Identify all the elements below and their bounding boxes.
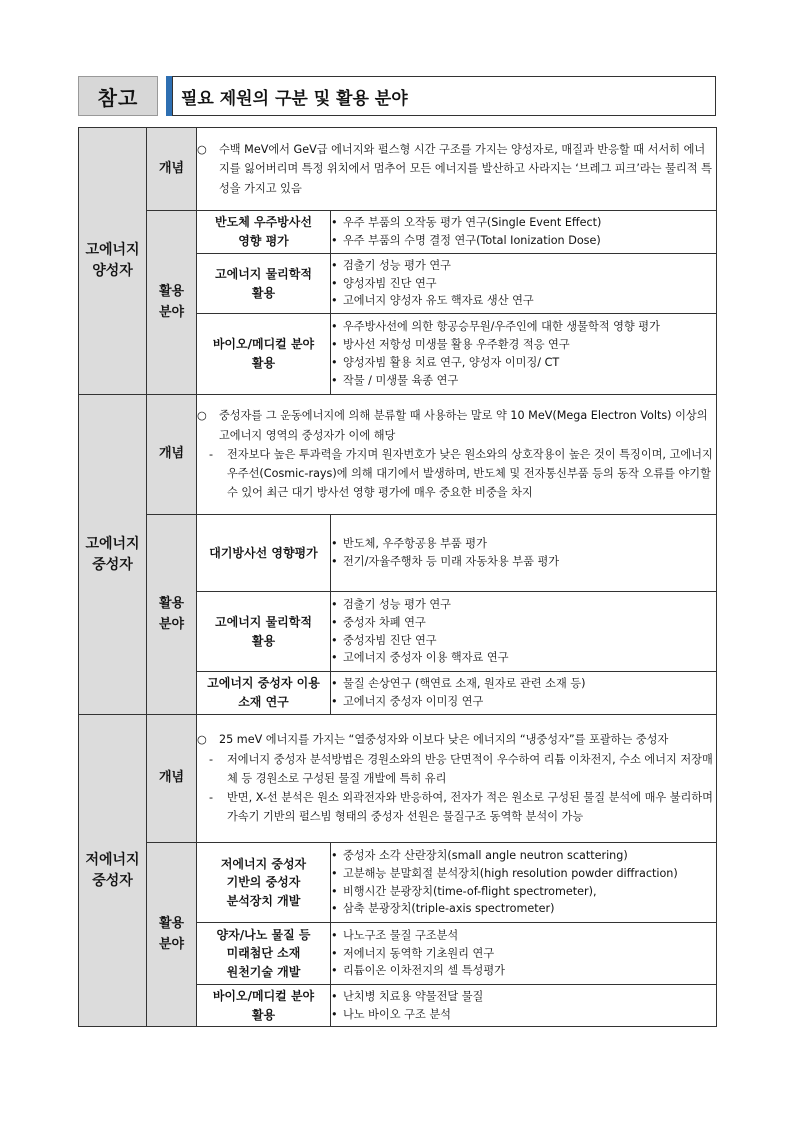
item-text: 검출기 성능 평가 연구	[343, 258, 451, 272]
field-items	[331, 254, 717, 314]
dash-marker: -	[209, 752, 214, 766]
bullet: •	[331, 294, 338, 308]
list-item	[331, 847, 716, 865]
usage-label-line: 분야	[158, 936, 185, 952]
field-name-line: 소재 연구	[238, 695, 289, 709]
lneutron-concept-row	[79, 715, 717, 843]
hneutron-concept-text	[197, 395, 717, 515]
list-item	[331, 336, 716, 354]
bullet: •	[331, 902, 338, 916]
usage-label-line: 활용	[158, 283, 185, 299]
bullet: •	[331, 695, 338, 708]
item-text: 검출기 성능 평가 연구	[343, 597, 451, 611]
specification-table	[78, 127, 717, 1027]
field-name-line: 고에너지 물리학적	[215, 266, 312, 281]
bullet: •	[331, 677, 338, 691]
item-text: 나노 바이오 구조 분석	[343, 1007, 451, 1021]
page-title: 필요 제원의 구분 및 활용 분야	[172, 76, 716, 116]
bullet: •	[331, 373, 338, 387]
item-text: 난치병 치료용 약물전달 물질	[343, 989, 484, 1003]
field-name	[197, 672, 331, 715]
field-name	[197, 923, 331, 985]
bullet: •	[331, 537, 338, 551]
list-item	[331, 232, 716, 250]
proton-field-row	[79, 211, 717, 254]
field-name-line: 활용	[251, 1007, 276, 1022]
list-item	[331, 257, 716, 275]
lneutron-concept-text	[197, 715, 717, 843]
item-text: 삼축 분광장치(triple-axis spectrometer)	[343, 902, 555, 916]
bullet: •	[331, 866, 338, 880]
item-text: 중성자빔 진단 연구	[343, 633, 437, 647]
item-text: 우주방사선에 의한 항공승무원/우주인에 대한 생물학적 영향 평가	[343, 320, 660, 334]
category-low-energy-neutron	[79, 715, 147, 1027]
item-text: 나노구조 물질 구조분석	[343, 928, 459, 942]
field-name	[197, 985, 331, 1027]
usage-label-line: 분야	[158, 304, 185, 320]
field-name-line: 활용	[251, 285, 276, 300]
bullet: •	[331, 615, 338, 629]
usage-label	[147, 515, 197, 715]
item-text: 물질 손상연구 (핵연료 소재, 원자로 관련 소재 등)	[343, 677, 586, 691]
category-label: 고에너지	[85, 535, 140, 552]
bullet: •	[331, 633, 338, 647]
field-name-line: 고에너지 중성자 이용	[207, 676, 320, 691]
field-name-line: 바이오/메디컬 분야	[212, 337, 315, 352]
list-item	[331, 632, 716, 650]
item-text: 전기/자율주행차 등 미래 자동차용 부품 평가	[343, 555, 560, 568]
item-text: 방사선 저항성 미생물 활용 우주환경 적응 연구	[343, 338, 570, 352]
usage-label-line: 분야	[158, 616, 185, 632]
list-item	[331, 945, 716, 963]
usage-label-line: 활용	[158, 915, 185, 931]
bullet: •	[331, 928, 338, 942]
bullet: •	[331, 320, 338, 334]
item-text: 반도체, 우주항공용 부품 평가	[343, 537, 487, 551]
list-item	[331, 553, 716, 571]
list-item	[331, 614, 716, 632]
item-text: 작물 / 미생물 육종 연구	[343, 373, 459, 387]
field-items	[331, 211, 717, 254]
bullet: •	[331, 964, 338, 978]
list-item	[331, 962, 716, 980]
bullet: •	[331, 848, 338, 862]
dash-marker: -	[209, 791, 214, 805]
list-item	[331, 927, 716, 945]
bullet: •	[331, 356, 338, 369]
proton-concept-text	[197, 128, 717, 211]
item-text: 고에너지 중성자 이용 핵자료 연구	[343, 651, 509, 665]
bullet: •	[331, 258, 338, 272]
field-name-line: 저에너지 중성자	[220, 856, 307, 871]
bullet: •	[331, 216, 338, 230]
field-name-line: 원천기술 개발	[226, 964, 301, 979]
hneutron-concept-row	[79, 395, 717, 515]
item-text: 양성자빔 진단 연구	[343, 276, 437, 290]
list-item	[331, 214, 716, 232]
concept-paragraph: 반면, X-선 분석은 원소 외곽전자와 반응하여, 전자가 적은 원소로 구성된 물질 분석에 매우 불리하며 가속기 기반의 펄스빔 형태의 중성자 선원은 물질구조 동역학 분석이 가능	[227, 791, 713, 824]
list-item	[331, 292, 716, 310]
field-items	[331, 592, 717, 672]
field-name-line: 활용	[251, 633, 276, 648]
field-name	[197, 843, 331, 923]
bullet: •	[331, 946, 338, 960]
item-text: 우주 부품의 오작동 평가 연구(Single Event Effect)	[343, 216, 602, 230]
list-item	[331, 318, 716, 336]
item-text: 양성자빔 활용 치료 연구, 양성자 이미징/ CT	[343, 356, 560, 369]
field-name-line: 활용	[251, 356, 276, 370]
list-item	[331, 372, 716, 390]
bullet: •	[331, 338, 338, 352]
field-name-line: 기반의 중성자	[226, 875, 301, 890]
list-item	[331, 988, 716, 1006]
bullet: •	[331, 989, 338, 1003]
proton-concept-row	[79, 128, 717, 211]
category-high-energy-proton	[79, 128, 147, 395]
bullet: •	[331, 555, 338, 568]
circle-marker: ○	[197, 409, 207, 423]
bullet: •	[331, 651, 338, 665]
category-label: 양성자	[92, 263, 133, 279]
list-item	[331, 596, 716, 614]
item-text: 고분해능 분말회절 분석장치(high resolution powder diffraction)	[343, 866, 678, 880]
usage-label	[147, 843, 197, 1027]
field-items	[331, 314, 717, 395]
bullet: •	[331, 234, 338, 247]
concept-label: 개념	[147, 128, 197, 211]
concept-paragraph: 전자보다 높은 투과력을 가지며 원자번호가 낮은 원소와의 상호작용이 높은 것이 특징이며, 고에너지 우주선(Cosmic-rays)에 의해 대기에서 발생하며, 반도체 및 전자통신부품 등의 동작 오류를 야기할 수 있어 최근 대기 방사선 영향 평가에 매우 중요한 비중을 차지	[227, 447, 713, 500]
field-name	[197, 254, 331, 314]
field-name-line: 양자/나노 물질 등	[216, 927, 311, 942]
list-item	[331, 675, 716, 693]
concept-paragraph: 수백 MeV에서 GeV급 에너지와 펄스형 시간 구조를 가지는 양성자로, 매질과 반응할 때 서서히 에너지를 잃어버리며 특정 위치에서 멈추어 모든 에너지를 발산하고 사라지는 ‘브레그 피크’라는 물리적 특성을 가지고 있음	[219, 143, 712, 195]
field-name-line: 대기방사선 영향평가	[209, 545, 318, 560]
list-item	[331, 900, 716, 918]
list-item	[331, 693, 716, 711]
dash-marker: -	[209, 447, 214, 461]
concept-label: 개념	[147, 715, 197, 843]
category-label: 저에너지	[85, 851, 140, 868]
field-name-line: 반도체 우주방사선	[215, 215, 312, 230]
circle-marker: ○	[197, 733, 207, 747]
item-text: 비행시간 분광장치(time-of-flight spectrometer),	[343, 884, 597, 898]
bullet: •	[331, 884, 338, 898]
list-item	[331, 535, 716, 553]
list-item	[331, 649, 716, 667]
category-high-energy-neutron	[79, 395, 147, 715]
item-text: 고에너지 양성자 유도 핵자료 생산 연구	[343, 294, 534, 308]
category-label: 중성자	[92, 556, 133, 573]
bullet: •	[331, 1007, 338, 1021]
usage-label-line: 활용	[158, 595, 185, 611]
field-name	[197, 211, 331, 254]
field-items	[331, 985, 717, 1027]
field-items	[331, 672, 717, 715]
item-text: 리튬이온 이차전지의 셀 특성평가	[343, 964, 505, 978]
item-text: 중성자 소각 산란장치(small angle neutron scattering)	[343, 848, 628, 862]
hneutron-field-row	[79, 515, 717, 592]
lneutron-field-row	[79, 843, 717, 923]
field-name	[197, 592, 331, 672]
field-name	[197, 515, 331, 592]
item-text: 고에너지 중성자 이미징 연구	[343, 695, 484, 708]
list-item	[331, 354, 716, 372]
concept-paragraph: 중성자를 그 운동에너지에 의해 분류할 때 사용하는 말로 약 10 MeV(Mega Electron Volts) 이상의 고에너지 영역의 중성자가 이에 해당	[219, 409, 708, 442]
item-text: 우주 부품의 수명 결정 연구(Total Ionization Dose)	[343, 234, 601, 247]
list-item	[331, 883, 716, 901]
circle-marker: ○	[197, 143, 207, 157]
reference-tag: 참고	[78, 76, 158, 116]
list-item	[331, 275, 716, 293]
list-item	[331, 1006, 716, 1024]
field-name	[197, 314, 331, 395]
usage-label	[147, 211, 197, 395]
category-label: 중성자	[92, 872, 133, 889]
field-items	[331, 843, 717, 923]
item-text: 저에너지 동역학 기초원리 연구	[343, 946, 495, 960]
field-items	[331, 515, 717, 592]
field-name-line: 바이오/메디컬 분야	[212, 988, 315, 1003]
concept-label: 개념	[147, 395, 197, 515]
bullet: •	[331, 597, 338, 611]
category-label: 고에너지	[85, 242, 140, 258]
field-name-line: 미래첨단 소재	[226, 946, 301, 961]
concept-paragraph: 저에너지 중성자 분석방법은 경원소와의 반응 단면적이 우수하여 리튬 이차전지, 수소 에너지 저장매체 등 경원소로 구성된 물질 개발에 특히 유리	[227, 752, 713, 785]
field-name-line: 분석장치 개발	[226, 893, 301, 908]
field-name-line: 고에너지 물리학적	[215, 614, 312, 629]
section-header	[78, 76, 716, 116]
field-items	[331, 923, 717, 985]
item-text: 중성자 차폐 연구	[343, 615, 426, 629]
bullet: •	[331, 276, 338, 290]
field-name-line: 영향 평가	[238, 234, 289, 248]
concept-paragraph: 25 meV 에너지를 가지는 “열중성자와 이보다 낮은 에너지의 “냉중성자”를 포괄하는 중성자	[219, 733, 669, 747]
list-item	[331, 865, 716, 883]
